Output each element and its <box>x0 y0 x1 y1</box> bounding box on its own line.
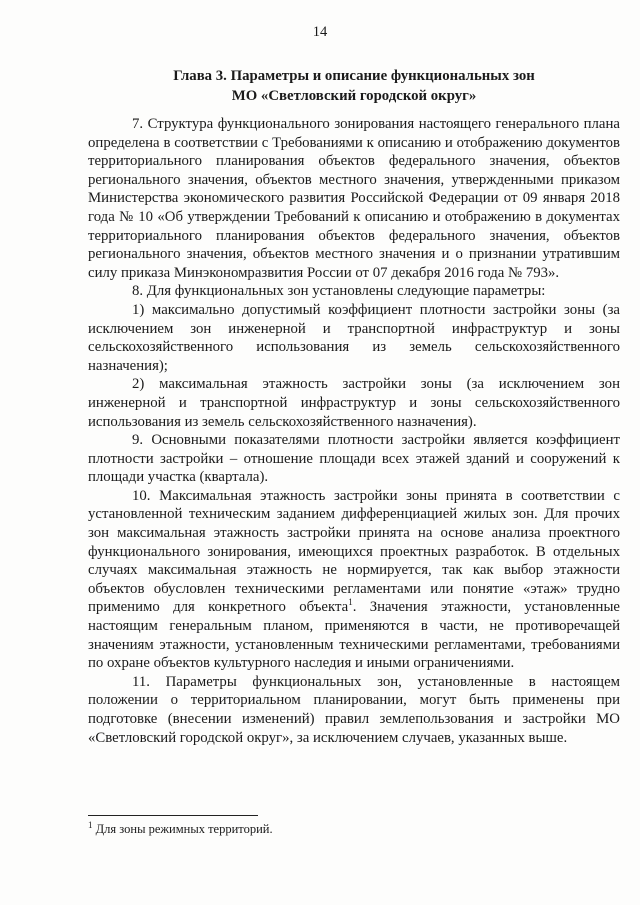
paragraph-8: 8. Для функциональных зон установлены следующие параметры: <box>132 283 546 300</box>
footnote-marker: 1 <box>88 819 93 830</box>
chapter-title: Глава 3. Параметры и описание функциональных зон <box>173 68 535 84</box>
footnote-text: Для зоны режимных территорий. <box>92 822 273 836</box>
footnote <box>88 821 620 837</box>
document-body <box>88 115 620 747</box>
page-number: 14 <box>312 24 328 40</box>
paragraph-8-item-2: 2) максимальная этажность застройки зоны (за исключением зон инженерной и транспортной инфраструктур и зоны сельскохозяйственного использования из земель сельскохозяйственного назначения). <box>88 376 620 430</box>
paragraph-10-part-a: 10. Максимальная этажность застройки зоны принята в соответствии с установленной техническим заданием дифференциацией жилых зон. Для прочих зон максимальная этажность застройки принята на основе анализа проектного функционального зонирования, имеющихся проектных разработок. В отдельных случаях максимальная этажность не нормируется, так как выбор этажности объектов обусловлен техническими регламентами или понятие «этаж» трудно применимо для конкретного объекта <box>88 487 620 616</box>
footnote-reference: 1 <box>348 597 353 608</box>
footnote-divider <box>88 815 258 816</box>
chapter-heading <box>88 66 620 106</box>
paragraph-10 <box>88 487 620 673</box>
paragraph-8-item-1: 1) максимально допустимый коэффициент плотности застройки зоны (за исключением зон инженерной и транспортной инфраструктур и зоны сельскохозяйственного использования из земель сельскохозяйственного назначения); <box>88 301 620 374</box>
paragraph-9: 9. Основными показателями плотности застройки является коэффициент плотности застройки – отношение площади всех этажей зданий и сооружений к площади участка (квартала). <box>88 432 620 486</box>
chapter-subtitle: МО «Светловский городской округ» <box>231 88 477 104</box>
paragraph-10-part-b: . Значения этажности, установленные настоящим генеральным планом, применяются в части, не противоречащей значениям этажности, установленным техническими регламентами, требованиями по охране объектов культурного наследия и иными ограничениями. <box>88 599 620 672</box>
paragraph-7: 7. Структура функционального зонирования настоящего генерального плана определена в соответствии с Требованиями к описанию и отображению документов территориального планирования объектов федерального значения, объектов регионального значения, объектов местного значения, утвержденными приказом Министерства экономического развития Российской Федерации от 09 января 2018 года № 10 «Об утверждении Требований к описанию и отображению в документах территориального планирования объектов федерального значения, объектов регионального значения, объектов местного значения и о признании утратившим силу приказа Минэкономразвития России от 07 декабря 2016 года № 793». <box>88 116 620 281</box>
paragraph-11: 11. Параметры функциональных зон, установленные в настоящем положении о территориальном планировании, могут быть применены при подготовке (внесении изменений) правил землепользования и застройки МО «Светловский городской округ», за исключением случаев, указанных выше. <box>88 673 620 746</box>
